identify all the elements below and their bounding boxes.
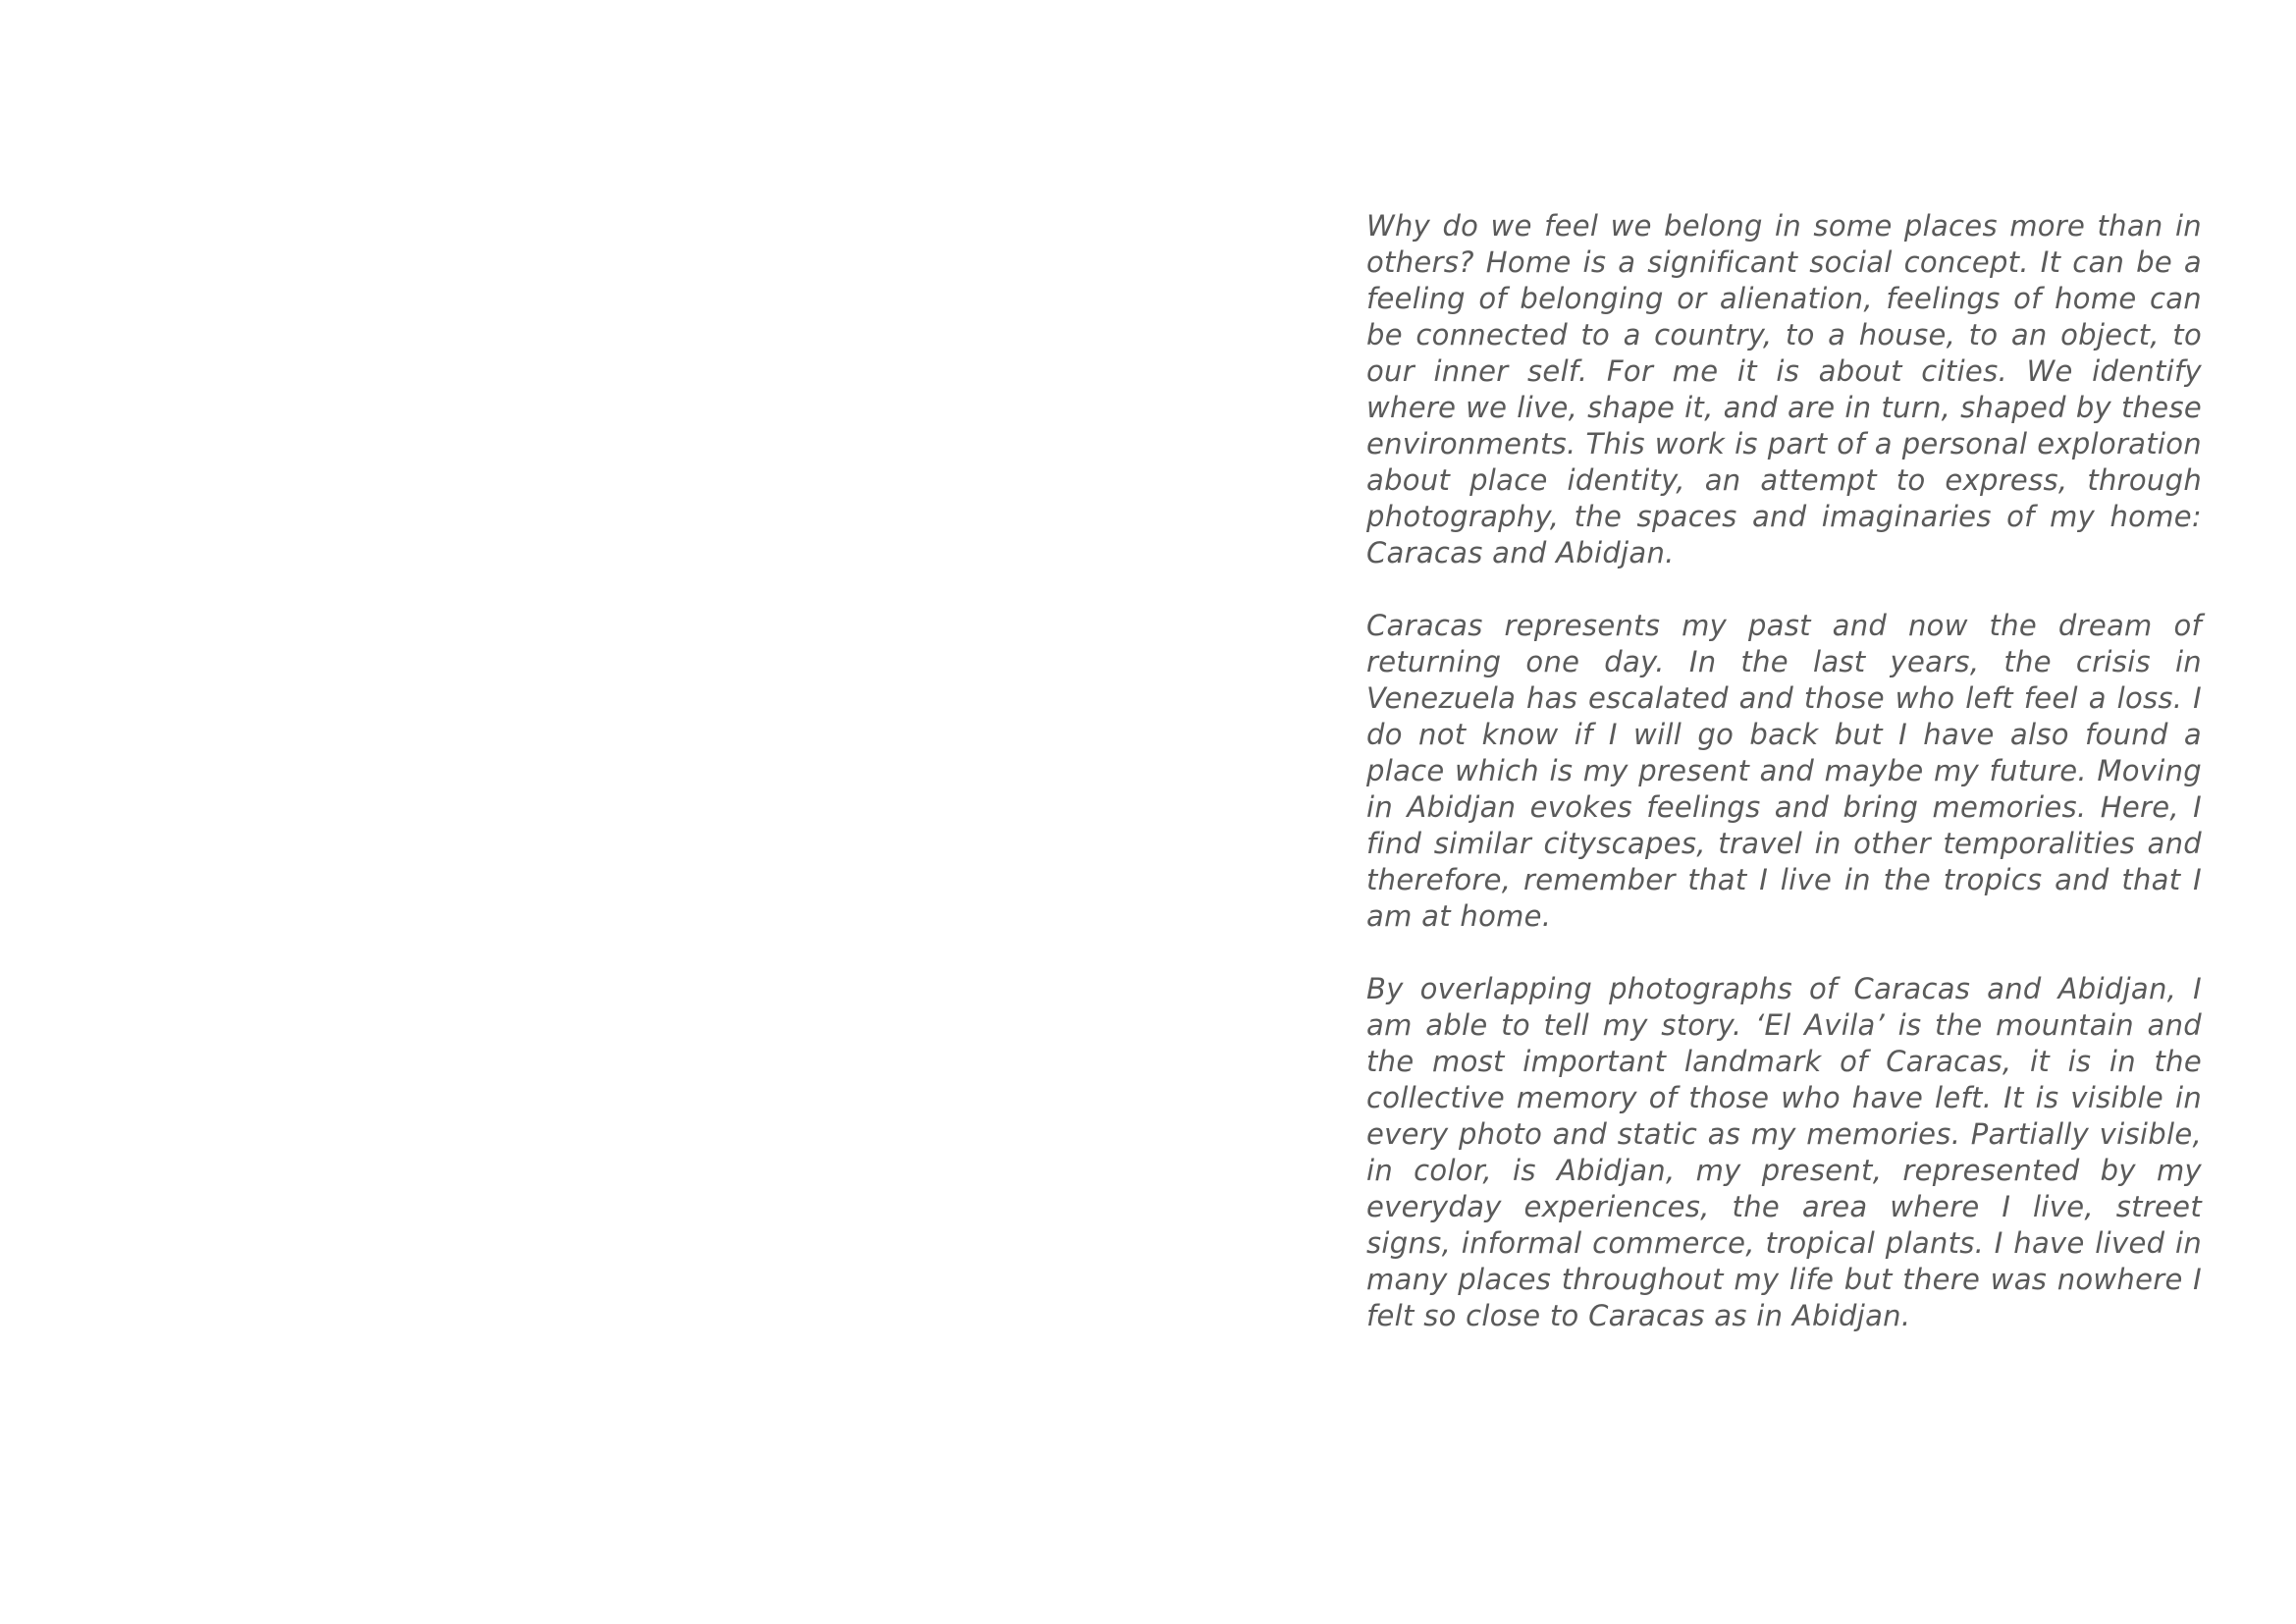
artist-statement — [1366, 208, 2202, 1371]
paragraph-caracas-past: Caracas represents my past and now the dream of returning one day. In the last years, the crisis in Venezuela has escalated and those who left feel a loss. I do not know if I will go back but I have also found a place which is my present and maybe my future. Moving in Abidjan evokes feelings and bring memories. Here, I find similar cityscapes, travel in other temporalities and therefore, remember that I live in the tropics and that I am at home. — [1366, 609, 2202, 933]
paragraph-overlapping-photographs: By overlapping photographs of Caracas and Abidjan, I am able to tell my story. ‘El Avila’ is the mountain and the most important landmark of Caracas, it is in the collective memory of those who have left. It is visible in every photo and static as my memories. Partially visible, in color, is Abidjan, my present, represented by my everyday experiences, the area where I live, street signs, informal commerce, tropical plants. I have lived in many places throughout my life but there was nowhere I felt so close to Caracas as in Abidjan. — [1366, 972, 2202, 1332]
paragraph-belonging: Why do we feel we belong in some places more than in others? Home is a significant social concept. It can be a feeling of belonging or alienation, feelings of home can be connected to a country, to a house, to an object, to our inner self. For me it is about cities. We identify where we live, shape it, and are in turn, shaped by these environments. This work is part of a personal exploration about place identity, an attempt to express, through photography, the spaces and imaginaries of my home: Caracas and Abidjan. — [1366, 209, 2202, 569]
right-page — [1148, 0, 2296, 1624]
